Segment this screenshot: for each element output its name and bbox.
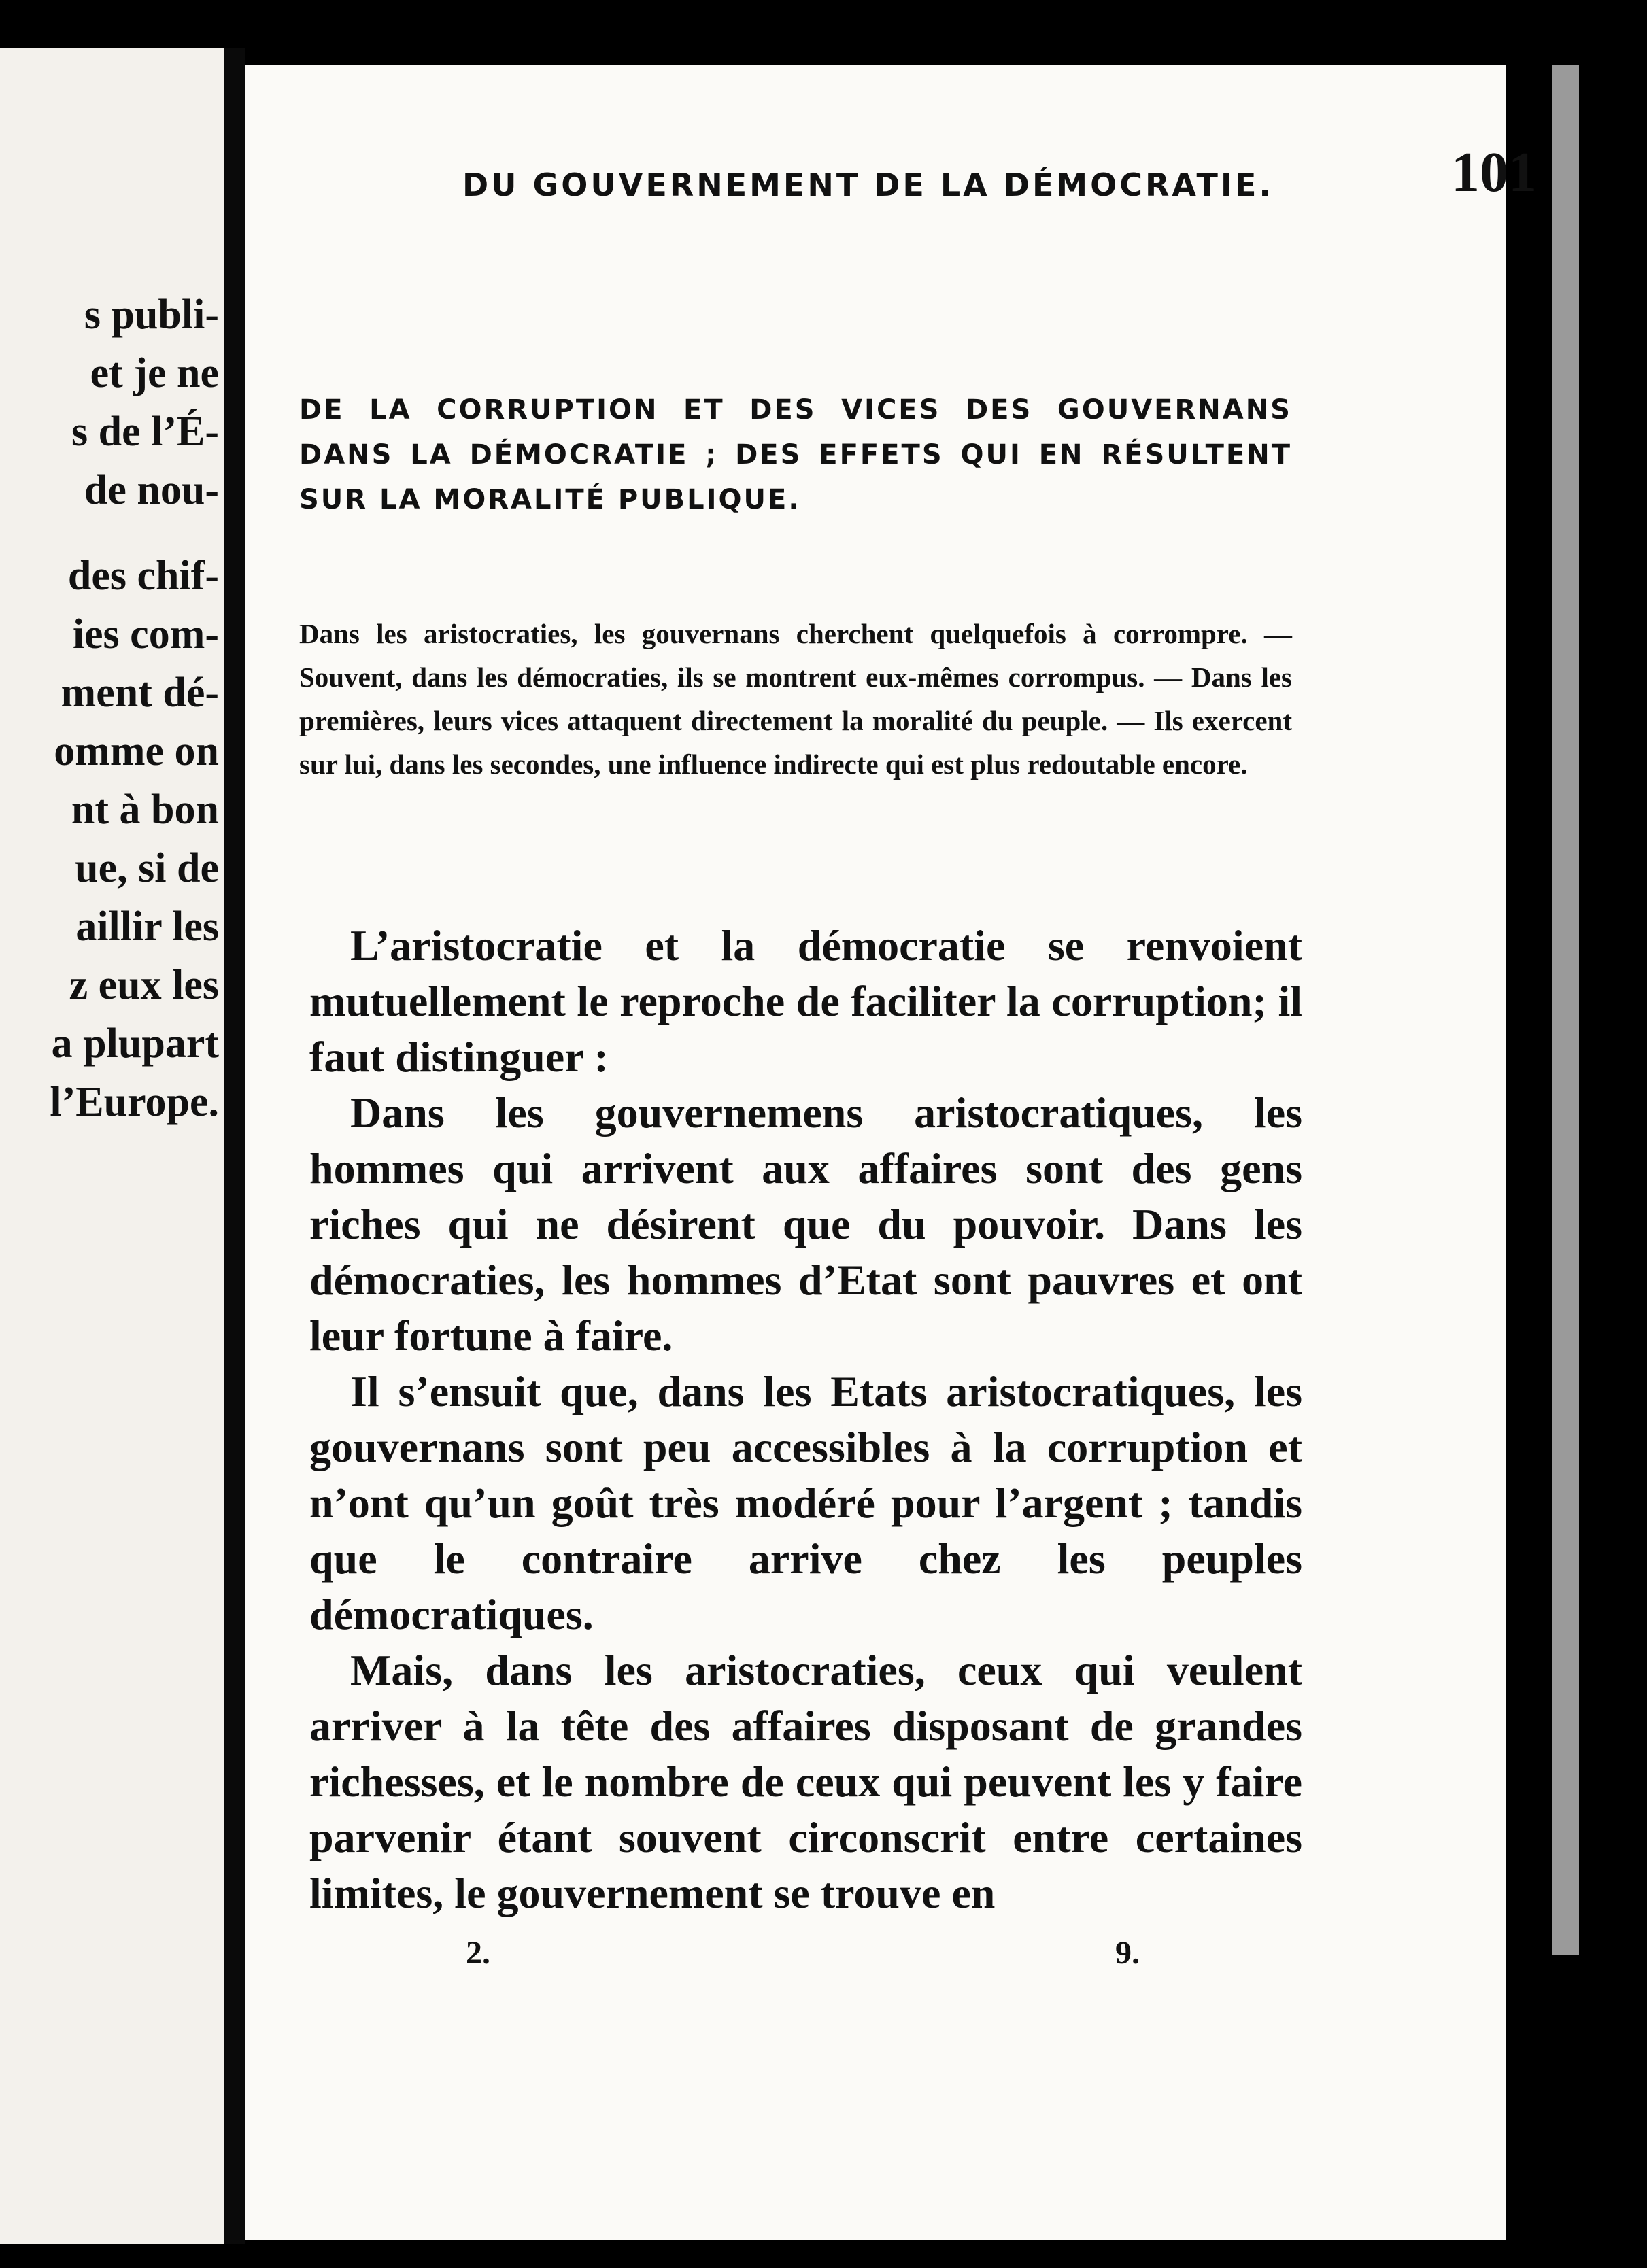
left-line: et je ne [90, 350, 219, 396]
body-text [309, 918, 1302, 1921]
left-line: l’Europe. [50, 1079, 219, 1125]
left-line: de nou- [84, 467, 219, 513]
left-line: a plupart [51, 1020, 219, 1067]
left-line: ue, si de [75, 845, 219, 891]
left-page-text [0, 286, 219, 1131]
paragraph: Il s’ensuit que, dans les Etats aristocratiques, les gouvernans sont peu accessibles à la corruption et n’ont qu’un goût très modéré pour l’argent ; tandis que le contraire arrive chez les peuples démocratiques. [309, 1367, 1302, 1638]
paragraph: Mais, dans les aristocraties, ceux qui veulent arriver à la tête des affaires disposant de grandes richesses, et le nombre de ceux qui peuvent les y faire parvenir étant souvent circonscrit entre certaines limites, le gouvernement se trouve en [309, 1646, 1302, 1917]
left-line: aillir les [75, 904, 219, 950]
left-line: ment dé- [61, 670, 219, 716]
paragraph: L’aristocratie et la démocratie se renvoient mutuellement le reproche de faciliter la corruption; il faut distinguer : [309, 921, 1302, 1081]
signature-mark: 2. [466, 1935, 490, 1971]
page-number: 101 [1451, 141, 1537, 204]
page-edge [1552, 65, 1579, 1955]
page-header [462, 139, 1537, 221]
left-line: z eux les [69, 962, 219, 1008]
left-line: s de l’É- [71, 409, 219, 455]
left-line: des chif- [67, 553, 219, 599]
gathering-number: 9. [1115, 1935, 1140, 1971]
chapter-title: DE LA CORRUPTION ET DES VICES DES GOUVERNANS DANS LA DÉMOCRATIE ; DES EFFETS QUI EN RÉSULTENT SUR LA MORALITÉ PUBLIQUE. [299, 394, 1292, 515]
left-line: nt à bon [71, 787, 219, 833]
left-line: ies com- [72, 611, 219, 657]
running-head: DU GOUVERNEMENT DE LA DÉMOCRATIE. [462, 167, 1274, 203]
book-gutter [224, 48, 245, 2244]
chapter-summary: Dans les aristocraties, les gouvernans cherchent quelquefois à corrompre. — Souvent, dans les démocraties, ils se montrent eux-mêmes corrompus. — Dans les premières, leurs vices attaquent directement la moralité du peuple. — Ils exercent sur lui, dans les secondes, une influence indirecte qui est plus redoutable encore. [299, 618, 1292, 780]
left-page-fragment [0, 48, 224, 2244]
left-line: omme on [54, 728, 219, 774]
left-line: s publi- [84, 292, 219, 338]
paragraph: Dans les gouvernemens aristocratiques, les hommes qui arrivent aux affaires sont des gens riches qui ne désirent que du pouvoir. Dans les démocraties, les hommes d’Etat sont pauvres et ont leur fortune à faire. [309, 1088, 1302, 1360]
